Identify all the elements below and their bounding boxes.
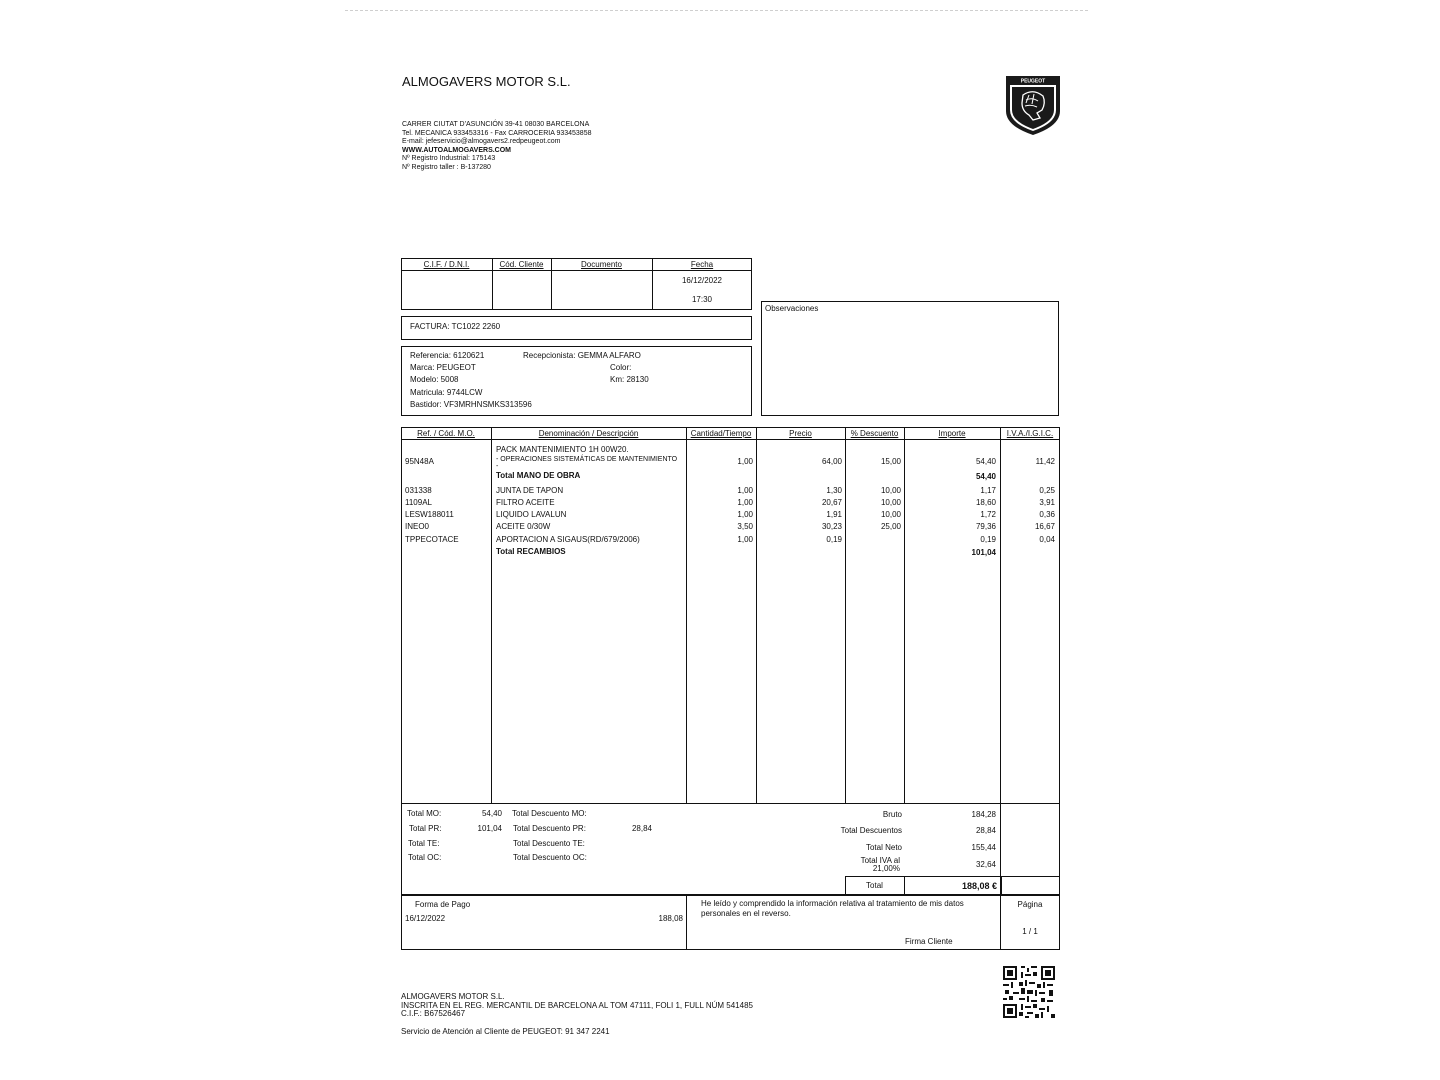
table-row-cantidad: 1,00 — [737, 486, 753, 495]
privacy-text-2: personales en el reverso. — [701, 909, 791, 918]
matricula: Matricula: 9744LCW — [410, 388, 483, 397]
firma-cliente-label: Firma Cliente — [905, 937, 953, 946]
color: Color: — [610, 363, 632, 372]
table-row-iva: 16,67 — [1034, 522, 1055, 531]
bastidor: Bastidor: VF3MRHNSMKS313596 — [410, 400, 532, 409]
logo-text: PEUGEOT — [1020, 78, 1046, 85]
registro-industrial-line: Nº Registro Industrial: 175143 — [402, 155, 496, 162]
total-te-label: Total TE: — [408, 839, 440, 848]
total-recambios-label: Total RECAMBIOS — [496, 547, 566, 556]
total-iva-label: Total IVA al — [860, 856, 900, 865]
page-top-rule — [345, 10, 1088, 11]
total-oc-label: Total OC: — [408, 853, 442, 862]
pack-title: PACK MANTENIMIENTO 1H 00W20. — [496, 445, 629, 454]
forma-pago-label: Forma de Pago — [415, 900, 471, 909]
total-descuentos-value: 28,84 — [975, 826, 996, 835]
table-row-ref: INEO0 — [405, 522, 430, 531]
table-row-desc: LIQUIDO LAVALUN — [496, 510, 567, 519]
phone-line: Tel. MECANICA 933453316 - Fax CARROCERIA 933453858 — [402, 129, 592, 137]
total-mo-value: 54,40 — [481, 809, 502, 818]
footer-company — [401, 993, 753, 1019]
col-ref: Ref. / Cód. M.O. — [417, 429, 475, 438]
peugeot-logo-icon — [1003, 73, 1063, 137]
company-address — [402, 121, 592, 172]
km: Km: 28130 — [610, 375, 649, 384]
table-row-desc: JUNTA DE TAPON — [496, 486, 564, 495]
forma-pago-amount: 188,08 — [658, 914, 683, 923]
table-row-iva: 11,42 — [1035, 457, 1055, 466]
table-row-importe: 54,40 — [975, 457, 996, 466]
company-name: ALMOGAVERS MOTOR S.L. — [402, 74, 571, 89]
table-row-desc: FILTRO ACEITE — [496, 498, 555, 507]
table-row-importe: 1,17 — [980, 486, 996, 495]
total-value: 188,08 € — [961, 881, 997, 891]
table-row-ref: 031338 — [405, 486, 432, 495]
registro-taller-line: Nº Registro taller : B-137280 — [402, 163, 491, 171]
table-row-importe: 0,19 — [980, 535, 996, 544]
table-row-descuento: 15,00 — [880, 457, 901, 466]
table-row-desc: ACEITE 0/30W — [496, 522, 551, 531]
table-row-cantidad: 1,00 — [737, 510, 753, 519]
marca: Marca: PEUGEOT — [410, 363, 476, 372]
col-cantidad: Cantidad/Tiempo — [690, 429, 752, 438]
total-mano-obra-importe: 54,40 — [975, 472, 996, 481]
forma-pago-date: 16/12/2022 — [405, 914, 446, 923]
total-pr-value: 101,04 — [477, 824, 502, 833]
table-row-precio: 1,91 — [826, 510, 842, 519]
table-row-descuento: 10,00 — [880, 498, 901, 507]
total-iva-value: 32,64 — [975, 860, 996, 869]
qr-code-icon — [1003, 966, 1055, 1018]
table-row-cantidad: 3,50 — [737, 522, 753, 531]
table-row-cantidad: 1,00 — [737, 498, 753, 507]
total-label: Total — [866, 881, 883, 890]
footer-line-name: ALMOGAVERS MOTOR S.L. — [401, 992, 505, 1001]
table-row-cantidad: 1,00 — [737, 535, 753, 544]
col-cif: C.I.F. / D.N.I. — [423, 260, 470, 269]
table-row-precio: 30,23 — [821, 522, 842, 531]
table-row-importe: 1,72 — [980, 510, 996, 519]
table-row-cantidad: 1,00 — [737, 457, 753, 466]
table-row-iva: 3,91 — [1039, 498, 1055, 507]
footer-line-registry: INSCRITA EN EL REG. MERCANTIL DE BARCELONA AL TOM 47111, FOLI 1, FULL NÚM 541485 — [401, 1000, 753, 1010]
table-row-ref: 1109AL — [405, 498, 432, 507]
table-row-desc: APORTACION A SIGAUS(RD/679/2006) — [496, 535, 640, 544]
items-table — [401, 427, 1060, 804]
email-line: E-mail: jefeservicio@almogavers2.redpeugeot.com — [402, 138, 561, 145]
col-documento: Documento — [581, 260, 622, 269]
observaciones-box — [761, 301, 1059, 416]
table-row-importe: 18,60 — [975, 498, 996, 507]
total-descuento-te-label: Total Descuento TE: — [513, 839, 585, 848]
col-descuento: % Descuento — [850, 429, 899, 438]
table-row-precio: 1,30 — [826, 486, 842, 495]
total-descuento-pr-value: 28,84 — [631, 824, 652, 833]
referencia: Referencia: 6120621 — [410, 351, 485, 360]
table-row-desc: - OPERACIONES SISTEMÁTICAS DE MANTENIMIENTO — [496, 456, 678, 463]
total-descuentos-label: Total Descuentos — [840, 826, 902, 835]
total-descuento-oc-label: Total Descuento OC: — [513, 853, 587, 862]
website-line: WWW.AUTOALMOGAVERS.COM — [402, 146, 512, 154]
table-row-ref: 95N48A — [405, 457, 434, 466]
table-row-descuento: 10,00 — [880, 486, 901, 495]
table-row-ref: LESW188011 — [405, 510, 454, 519]
table-row-precio: 20,67 — [821, 498, 842, 507]
modelo: Modelo: 5008 — [410, 375, 459, 384]
pagina-label: Página — [1017, 900, 1043, 909]
table-row-desc-dash: - — [496, 463, 499, 470]
col-fecha: Fecha — [690, 260, 714, 269]
total-neto-label: Total Neto — [865, 843, 902, 852]
pagina-value: 1 / 1 — [1022, 927, 1038, 936]
table-row-iva: 0,25 — [1039, 486, 1055, 495]
total-descuento-pr-label: Total Descuento PR: — [513, 824, 586, 833]
privacy-text-1: He leído y comprendido la información relativa al tratamiento de mis datos — [701, 899, 964, 908]
address-line: CARRER CIUTAT D'ASUNCIÓN 39-41 08030 BARCELONA — [402, 121, 590, 128]
table-row-importe: 79,36 — [975, 522, 996, 531]
col-iva: I.V.A./I.G.I.C. — [1006, 429, 1054, 438]
total-pr-label: Total PR: — [409, 824, 442, 833]
table-row-ref: TPPECOTACE — [405, 535, 459, 544]
col-descripcion: Denominación / Descripción — [538, 429, 639, 438]
fecha-time: 17:30 — [691, 295, 713, 304]
col-importe: Importe — [938, 429, 966, 438]
fecha-date: 16/12/2022 — [681, 276, 723, 285]
table-row-precio: 64,00 — [821, 457, 842, 466]
total-descuento-mo-label: Total Descuento MO: — [512, 809, 587, 818]
table-row-descuento: 25,00 — [880, 522, 901, 531]
total-neto-value: 155,44 — [971, 843, 996, 852]
footer-line-cif: C.I.F.: B67526467 — [401, 1009, 466, 1018]
bruto-label: Bruto — [882, 810, 902, 819]
col-precio: Precio — [789, 429, 812, 438]
total-iva-rate: 21,00% — [872, 864, 900, 873]
table-row-descuento: 10,00 — [880, 510, 901, 519]
recepcionista: Recepcionista: GEMMA ALFARO — [523, 351, 641, 360]
col-cod-cliente: Cód. Cliente — [499, 260, 544, 269]
table-row-iva: 0,36 — [1039, 510, 1055, 519]
table-row-iva: 0,04 — [1039, 535, 1055, 544]
total-recambios-importe: 101,04 — [971, 548, 996, 557]
total-mo-label: Total MO: — [407, 809, 442, 818]
factura-number: FACTURA: TC1022 2260 — [410, 322, 501, 331]
bruto-value: 184,28 — [971, 810, 996, 819]
total-mano-obra-label: Total MANO DE OBRA — [496, 471, 581, 480]
observaciones-label: Observaciones — [765, 304, 819, 313]
table-row-precio: 0,19 — [826, 535, 842, 544]
footer-service-line: Servicio de Atención al Cliente de PEUGEOT: 91 347 2241 — [401, 1027, 610, 1036]
